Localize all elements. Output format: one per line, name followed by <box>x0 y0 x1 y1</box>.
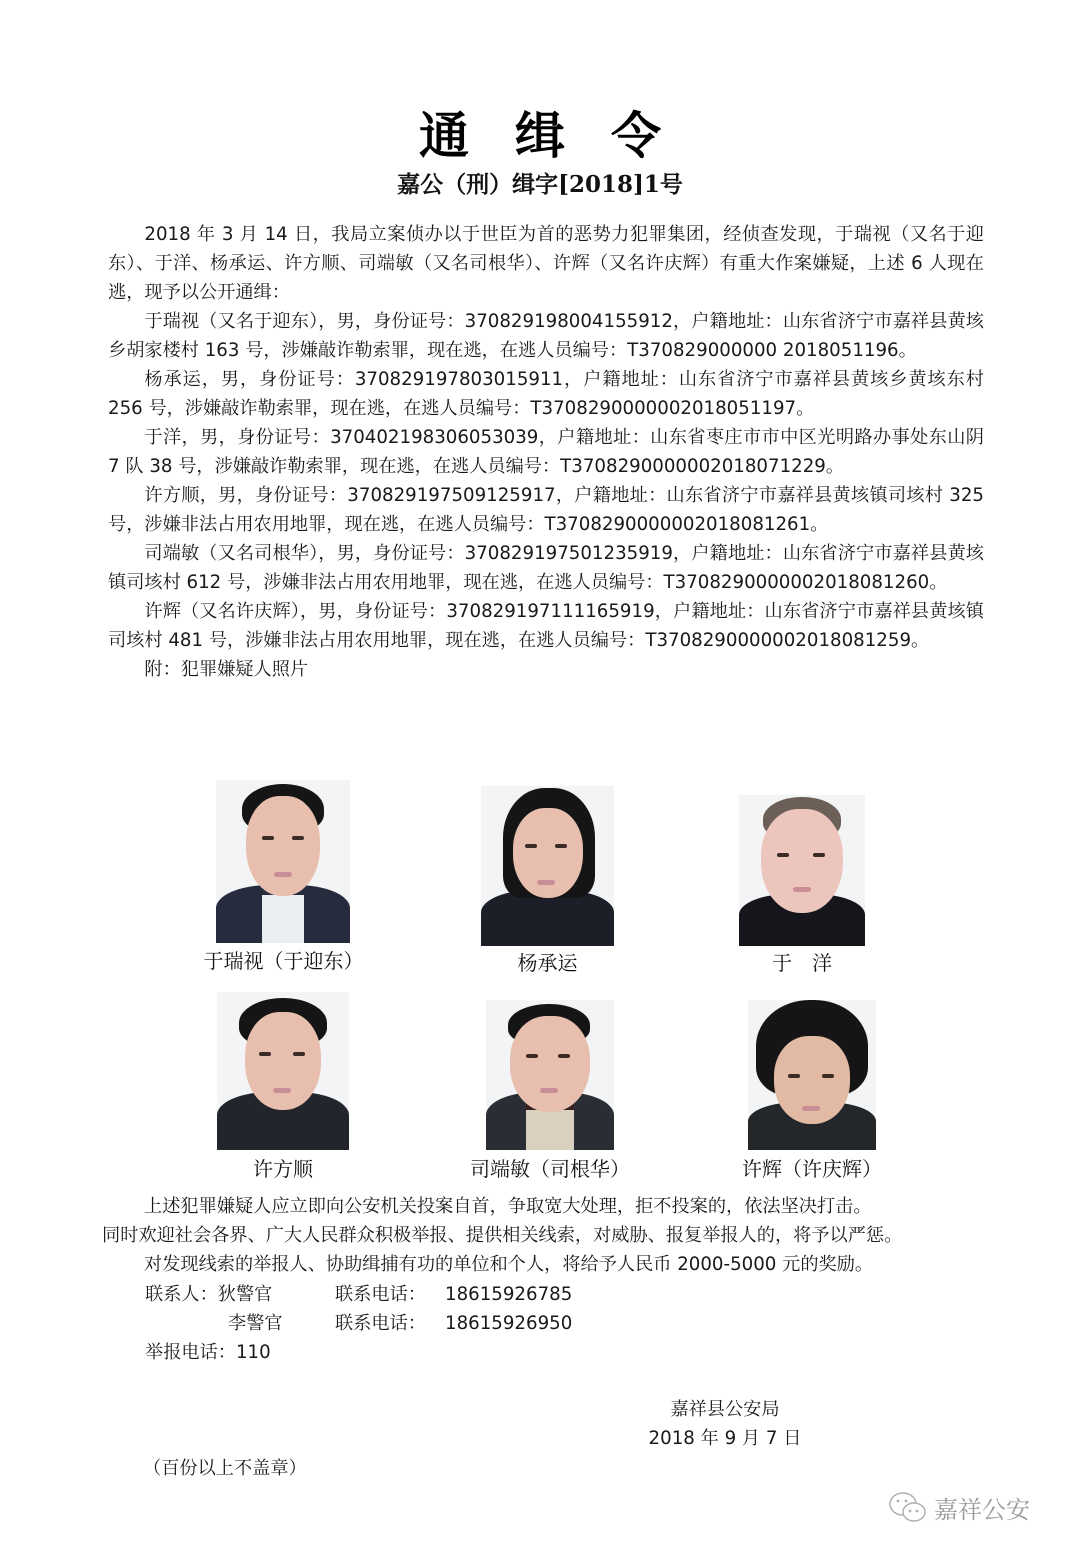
document-title: 通缉令 <box>419 106 707 165</box>
suspect-paragraph-1: 于瑞视（又名于迎东），男，身份证号：370829198004155912，户籍地址：山东省济宁市嘉祥县黄垓乡胡家楼村 163 号，涉嫌敲诈勒索罪，现在逃，在逃人员编号：T370829000000 2018051196。 <box>108 311 984 361</box>
closing-line-2: 同时欢迎社会各界、广大人民群众积极举报、提供相关线索，对威胁、报复举报人的，将予以严惩。 <box>102 1225 903 1246</box>
suspect-photo-4 <box>217 992 349 1150</box>
issuing-organization: 嘉祥县公安局 <box>670 1399 780 1420</box>
intro-paragraph: 2018 年 3 月 14 日，我局立案侦办以于世臣为首的恶势力犯罪集团，经侦查发现，于瑞视（又名于迎东）、于洋、杨承运、许方顺、司端敏（又名司根华）、许辉（又名许庆辉）有重大作案嫌疑，上述 6 人现在逃，现予以公开通缉： <box>108 224 984 303</box>
contact-name-2: 李警官 <box>228 1313 283 1334</box>
suspect-photo-6 <box>748 1000 876 1150</box>
signature-block <box>630 1395 820 1453</box>
contact-name-1: 狄警官 <box>217 1284 273 1305</box>
report-phone: 110 <box>235 1342 271 1363</box>
suspect-paragraph-2: 杨承运，男，身份证号：370829197803015911，户籍地址：山东省济宁市嘉祥县黄垓乡黄垓东村 256 号，涉嫌敲诈勒索罪，现在逃，在逃人员编号：T3708290000002018051197。 <box>108 369 984 419</box>
contact-phone-2: 18615926950 <box>445 1313 573 1334</box>
document-number: 嘉公（刑）缉字[2018]1号 <box>397 171 683 198</box>
suspect-photo-5 <box>486 1000 614 1150</box>
suspect-caption-1: 于瑞视（于迎东） <box>203 949 364 973</box>
suspect-paragraph-3: 于洋，男，身份证号：370402198306053039，户籍地址：山东省枣庄市市中区光明路办事处东山阴 7 队 38 号，涉嫌敲诈勒索罪，现在逃，在逃人员编号：T3708290000002018071229。 <box>108 427 984 477</box>
report-label: 举报电话： <box>145 1342 236 1363</box>
watermark-text: 嘉祥公安 <box>934 1496 1030 1524</box>
suspect-caption-3: 于 洋 <box>772 951 832 975</box>
issue-date: 2018 年 9 月 7 日 <box>648 1428 802 1449</box>
contact-info <box>145 1280 572 1367</box>
suspect-paragraph-5: 司端敏（又名司根华），男，身份证号：370829197501235919，户籍地址：山东省济宁市嘉祥县黄垓镇司垓村 612 号，涉嫌非法占用农用地罪，现在逃，在逃人员编号：T3708290000002018081260。 <box>108 543 984 593</box>
contact-row-2 <box>145 1309 572 1338</box>
stamp-note: （百份以上不盖章） <box>143 1458 307 1479</box>
suspect-photo-1 <box>216 780 350 943</box>
suspect-caption-2: 杨承运 <box>517 951 578 975</box>
phone-label-2: 联系电话： <box>335 1313 426 1334</box>
contact-label: 联系人： <box>145 1284 218 1305</box>
suspect-paragraph-6: 许辉（又名许庆辉），男，身份证号：370829197111165919，户籍地址：山东省济宁市嘉祥县黄垓镇司垓村 481 号，涉嫌非法占用农用地罪，现在逃，在逃人员编号：T3708290000002018081259。 <box>108 601 984 651</box>
suspect-photo-2 <box>481 786 614 946</box>
watermark <box>888 1490 1030 1525</box>
attachment-label: 附：犯罪嫌疑人照片 <box>144 659 309 680</box>
phone-label-1: 联系电话： <box>335 1284 426 1305</box>
suspect-caption-6: 许辉（许庆辉） <box>742 1157 882 1181</box>
suspect-photo-3 <box>739 795 865 946</box>
suspect-caption-4: 许方顺 <box>253 1157 313 1181</box>
suspect-caption-5: 司端敏（司根华） <box>470 1157 630 1181</box>
suspect-paragraph-4: 许方顺，男，身份证号：370829197509125917，户籍地址：山东省济宁市嘉祥县黄垓镇司垓村 325 号，涉嫌非法占用农用地罪，现在逃，在逃人员编号：T3708290000002018081261。 <box>108 485 984 535</box>
wechat-icon <box>888 1491 928 1525</box>
contact-phone-1: 18615926785 <box>445 1284 573 1305</box>
closing-line-1: 上述犯罪嫌疑人应立即向公安机关投案自首，争取宽大处理，拒不投案的，依法坚决打击。 <box>144 1196 872 1217</box>
report-row <box>145 1338 572 1367</box>
contact-row-1 <box>145 1280 572 1309</box>
closing-statements <box>102 1192 986 1279</box>
closing-line-3: 对发现线索的举报人、协助缉捕有功的单位和个人，将给予人民币 2000-5000 元的奖励。 <box>144 1254 874 1275</box>
notice-body <box>108 220 984 684</box>
